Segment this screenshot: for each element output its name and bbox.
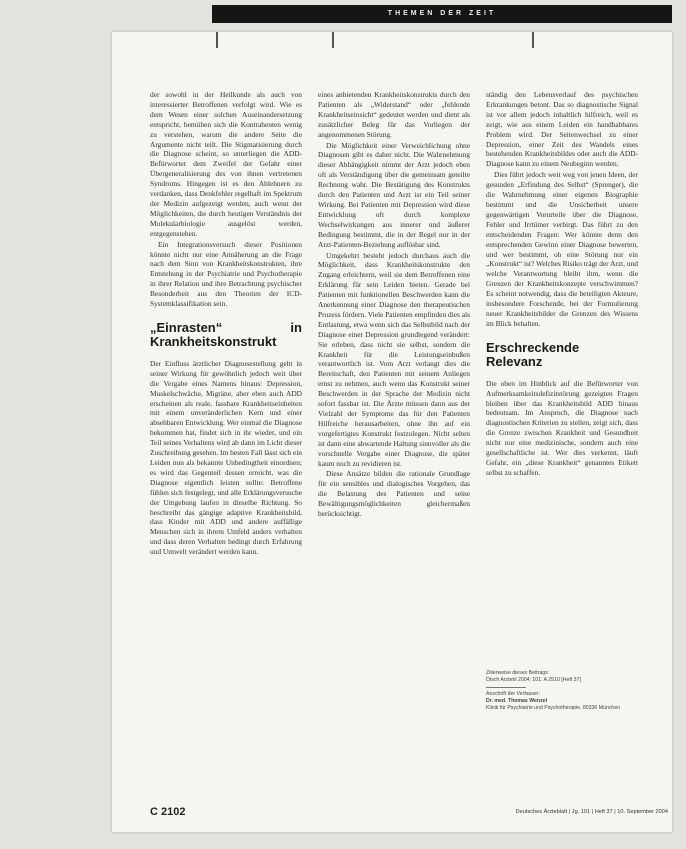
- author-address: Klinik für Psychiatrie und Psychotherapie, 80336 München: [486, 705, 621, 711]
- paragraph: Der Einfluss ärztlicher Diagnosestellung geht in seiner Wirkung für gewöhnlich jedoch weit über die Vergabe eines Namens hinaus: Depression, Muskelschwäche, Migräne, aber eben auch ADD erscheinen als reale, fassbare Krankheitseinheiten mit einem unveränderlichen Kern und einer absehbaren Entwicklung. Wer einmal die Diagnose bekommen hat, findet sich in ihr wieder, und ein Teil seines Verhaltens wird ab dann im Licht dieser Zuschreibung gesehen. Im besten Fall lässt sich ein Leiden nun als bekannte Unbedingtheit einordnen; es wird das Gegenteil dessen erreicht, was die Diagnose eigentlich leisten sollte: Betroffene fühlen sich festgelegt, und alle Erklärungsversuche der Umgebung laufen in dieselbe Richtung. So beschreibt das gängige adaptive Krankheitsbild, dass Kinder mit ADD und andere auffällige Menschen sich in ihrem Umfeld anders verhalten und dass deren Verhalten bedingt durch Erfahrung und Umwelt verändert werden kann.: [150, 358, 302, 557]
- section-heading: Erschreckende Relevanz: [486, 339, 580, 369]
- paragraph: Dies führt jedoch weit weg von jenen Ideen, der gesunden „Erfindung des Selbst“ (Sprenger), die die Wahrnehmung einer eigenen Biographie bestimmt und die Unsicherheit unsere gegenwärtigen Vorurteile über die Diagnose, Fehler und Irrtümer verbirgt. Das führt zu den entscheidenden Fragen: Wer könnte denn den entsprechenden Gewinn einer Diagnose bewerten, und wer bestimmt, ob eine Störung nur ein „Konstrukt“ ist? Welches Risiko trägt der Arzt, und welche Verantwortung bleibt ihm, wenn die Grenzen der Krankheitskonzepte verschwimmen? Es scheint notwendig, dass die beteiligten Akteure, insbesondere Forschende, bei der Formulierung neuer Krankheitsbilder die Grenzen des Wissens im Blick behalten.: [486, 170, 638, 328]
- paragraph: Die Möglichkeit einer Verweichlichung ohne Diagnosen gibt es daher nicht. Die Wahrnehmung dieser Abhängigkeit nimmt der Arzt jedoch eben oft als Verständigung über die gemeinsam geteilte Rechnung wahr. Die Bestätigung des Konstrukts durch den Patienten und Arzt ist ein Teil seiner Wirkung. Bei Patienten mit Depression wird diese Entwicklung oft durch komplexe Wechselwirkungen aus innerer und äußerer Bedingung bestimmt, die in der Regel nur in der Arzt-Patienten-Beziehung auflösbar sind.: [318, 140, 470, 249]
- paragraph: Diese Ansätze bilden die rationale Grundlage für ein sensibles und dialogisches Vorgehen, das die Belastung des Patienten und seine Bewältigungsmöglichkeiten gleichermaßen berücksichtigt.: [318, 469, 470, 519]
- paragraph: der sowohl in der Heilkunde als auch von interessierter Betroffenen verfolgt wird. Wie es dem Wesen einer solchen Auseinandersetzung entspricht, bemühen sich die Kontrahenten wenig zu verstehen, warum die andere Seite die Argumente nicht teilt. Die Stigmatisierung durch die Diagnose scheint, so unterliegen die ADD-Befürworter dem Zweifel der Gefahr einer Übergeneralisierung des von ihnen vertretenen Syndroms. Hingegen ist es den Ablehnern zu verdanken, dass Denkfehler regelhaft im Spektrum der Medizin aufgezeigt werden, auch wenn der Möglichkeiten, die durch heutigen Verständnis der Molekularbiologie ausgelöst werden, entgegenstehen.: [150, 90, 302, 238]
- section-heading: „Einrasten“ in Krankheitskonstrukt: [150, 319, 302, 349]
- paragraph: Umgekehrt besteht jedoch durchaus auch die Möglichkeit, dass Krankheitskonstrukte den Zugang erleichtern, weil sie dem Betroffenen eine Erklärung für sein Leiden bieten. Gerade bei Patienten mit funktionellen Beschwerden kann die Anerkennung einer Diagnose den therapeutischen Prozess fördern. Viele Patienten empfinden dies als Entlastung, etwa wenn sich das Selbstbild nach der Diagnose einer Depression grundlegend verändert: Sie erleben, dass nicht sie selbst, sondern die Krankheit für die Leistungseinbußen verantwortlich ist. Vom Arzt verlangt dies die Bereitschaft, den Patienten mit seinem Anliegen ernst zu nehmen, auch wenn das Konstrukt seiner Beschwerden in der Sprache der Medizin nicht sofort fassbar ist. Die Ärzte müssen dann aus der Vielzahl der Symptome das für den Patienten Hilfreiche herausarbeiten, ohne ihn auf ein vorgefertigtes Konstrukt festzulegen. Nicht selten ist dann eine abwartende Haltung sinnvoller als die vorschnelle Vergabe einer Diagnose, die später kaum noch zu revidieren ist.: [318, 250, 470, 468]
- citation-ref: Dtsch Arztebl 2004; 101: A 2510 [Heft 37]: [486, 677, 581, 683]
- divider: [486, 687, 526, 688]
- citation-title: Zitierweise dieses Beitrags:: [486, 670, 550, 676]
- page-number: C 2102: [150, 806, 186, 818]
- binding-mark: [332, 32, 334, 48]
- text-column-2: [318, 90, 470, 724]
- section-header: THEMEN DER ZEIT: [212, 5, 672, 23]
- author-name: Dr. med. Thomas Wenzel: [486, 698, 548, 704]
- paragraph: Die oben im Hinblick auf die Befürworter von Aufmerksamkeitsdefizitstörung gezeigten Fragen bleiben über das Krankheitsbild ADD hinaus bedeutsam. Im Anspruch, die Diagnose nach diagnostischen Kriterien zu stellen, zeigt sich, dass die Grenze zwischen Krankheit und Gesundheit nicht nur eine medizinische, sondern auch eine gesellschaftliche ist. Wer dies verkennt, läuft Gefahr, ein „diese Krankheit“ genanntes Etikett selbst zu schaffen.: [486, 378, 638, 477]
- paragraph: ständig den Lebensverlauf des psychischen Erkrankungen betont. Das so diagnostische Signal ist vor allem jedoch inhaltlich hilfreich, weil es zeigt, wie aus einem Leiden ein handhabbares Problem wird. Der Seitenwechsel zu einer Depression, einer Zeit des Wandels eines bestehenden Krankheitsbildes oder auch die ADD-Diagnose kann zu einem Neubeginn werden.: [486, 90, 638, 169]
- binding-mark: [216, 32, 218, 48]
- paragraph: eines anbietenden Krankheitskonstrukts durch den Patienten als „Widerstand“ oder „fehlende Krankheitseinsicht“ gedeutet werden und dient als zusätzlicher Beleg für das Vorliegen der angenommenen Störung.: [318, 90, 470, 139]
- text-column-1: [150, 90, 302, 724]
- address-label: Anschrift der Verfasser:: [486, 691, 540, 697]
- citation-box: [486, 670, 638, 712]
- text-column-3: [486, 90, 638, 650]
- binding-mark: [532, 32, 534, 48]
- journal-footer: Deutsches Ärzteblatt | Jg. 101 | Heft 37 | 10. September 2004: [515, 809, 668, 815]
- paragraph: Ein Integrationsversuch dieser Positionen könnte nicht nur eine Annäherung an die Frage nach dem Sinn von Krankheitskonstrukten, ihre Entstehung in der Psychiatrie und Psychotherapie in ihrer Relation und ihre Betrachtung psychischer Besonderheit aus den Theorien der ICD-Systemklassifikation sein.: [150, 239, 302, 309]
